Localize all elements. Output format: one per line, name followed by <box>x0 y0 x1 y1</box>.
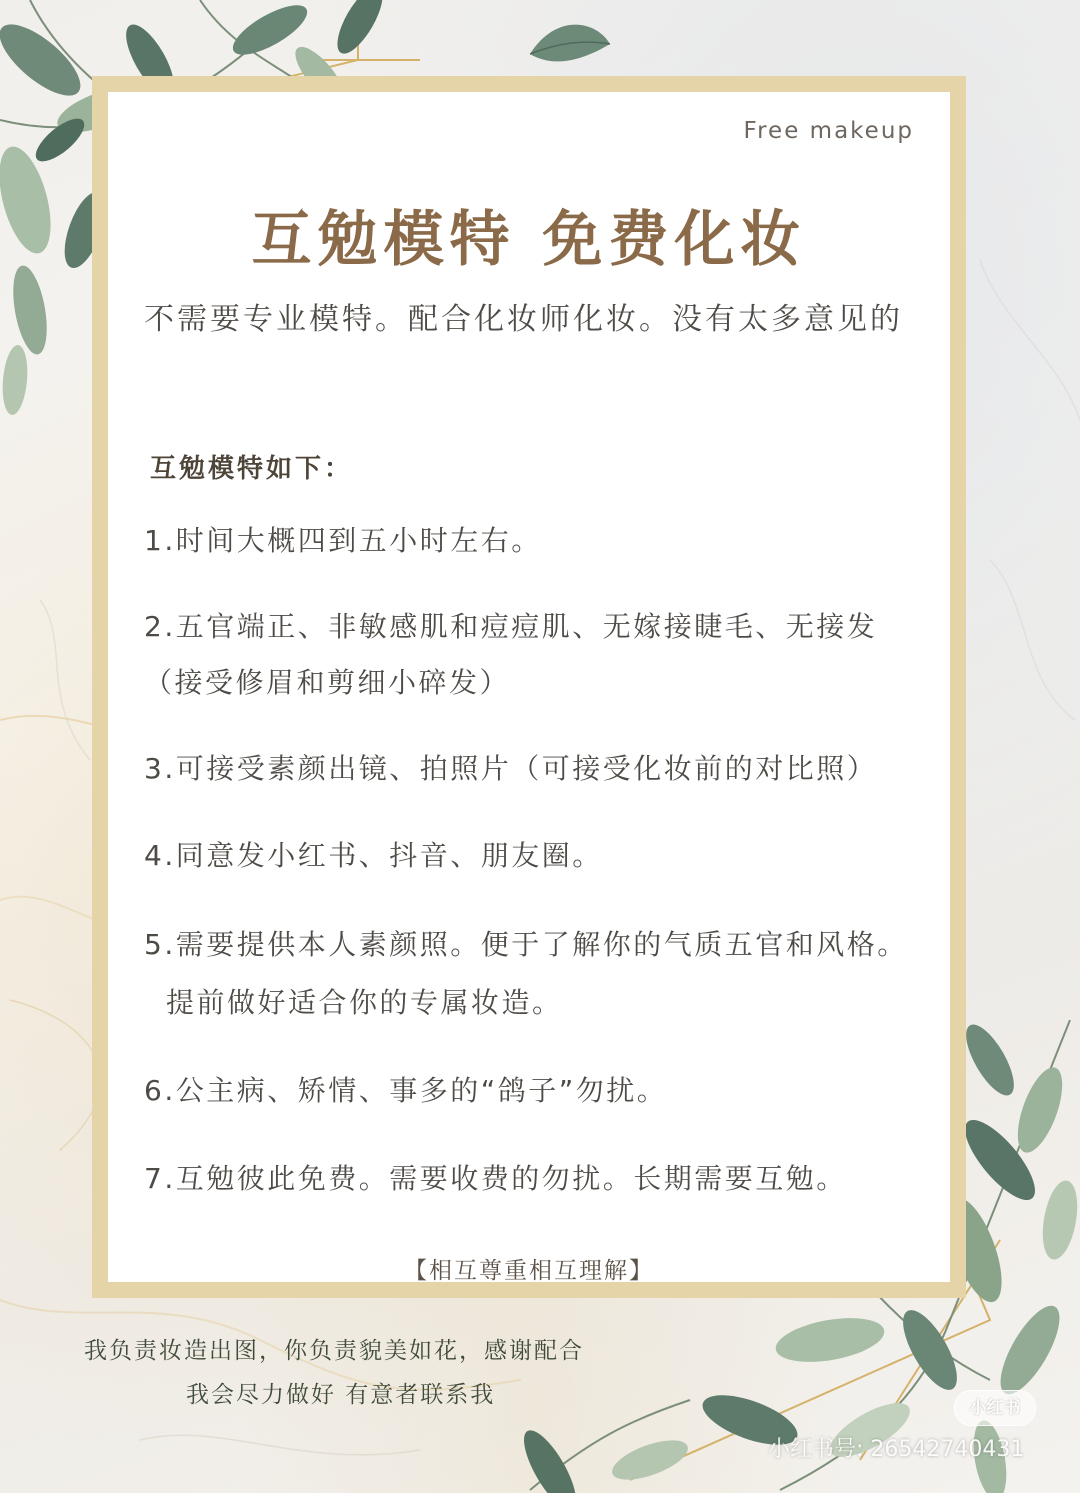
single-leaf-icon <box>525 14 615 74</box>
requirement-text: 7.互勉彼此免费。需要收费的勿扰。长期需要互勉。 <box>144 1162 847 1195</box>
poster-card <box>92 76 966 1298</box>
requirement-text-continued: （接受修眉和剪细小碎发） <box>144 666 511 699</box>
watermark-badge: 小红书 <box>954 1390 1036 1426</box>
eyebrow-text: Free makeup <box>743 118 914 144</box>
poster-subtitle: 不需要专业模特。配合化妆师化妆。没有太多意见的 <box>144 302 903 337</box>
requirement-text: 3.可接受素颜出镜、拍照片（可接受化妆前的对比照） <box>144 752 878 785</box>
poster-title: 互勉模特 免费化妆 <box>251 205 807 275</box>
requirement-item <box>144 827 930 885</box>
requirement-item <box>144 599 930 711</box>
requirement-text: 2.五官端正、非敏感肌和痘痘肌、无嫁接睫毛、无接发 <box>144 610 878 643</box>
requirement-item <box>144 512 930 570</box>
requirement-text-continued: 提前做好适合你的专属妆造。 <box>166 986 563 1019</box>
footer-line-2: 我会尽力做好 有意者联系我 <box>186 1382 496 1408</box>
requirement-text: 5.需要提供本人素颜照。便于了解你的气质五官和风格。 <box>144 928 908 961</box>
requirement-text: 4.同意发小红书、抖音、朋友圈。 <box>144 839 603 872</box>
list-heading: 互勉模特如下： <box>150 454 354 484</box>
footer-line-1: 我负责妆造出图，你负责貌美如花，感谢配合 <box>84 1338 584 1364</box>
requirement-item <box>144 916 930 1032</box>
requirement-text: 6.公主病、矫情、事多的“鸽子”勿扰。 <box>144 1074 668 1107</box>
requirement-item <box>144 1150 930 1208</box>
motto-text: 【相互尊重相互理解】 <box>404 1258 654 1284</box>
requirement-item <box>144 1062 930 1120</box>
watermark-account-id: 小红书号: 26542740431 <box>768 1437 1025 1462</box>
requirement-item <box>144 740 930 798</box>
requirement-text: 1.时间大概四到五小时左右。 <box>144 524 542 557</box>
